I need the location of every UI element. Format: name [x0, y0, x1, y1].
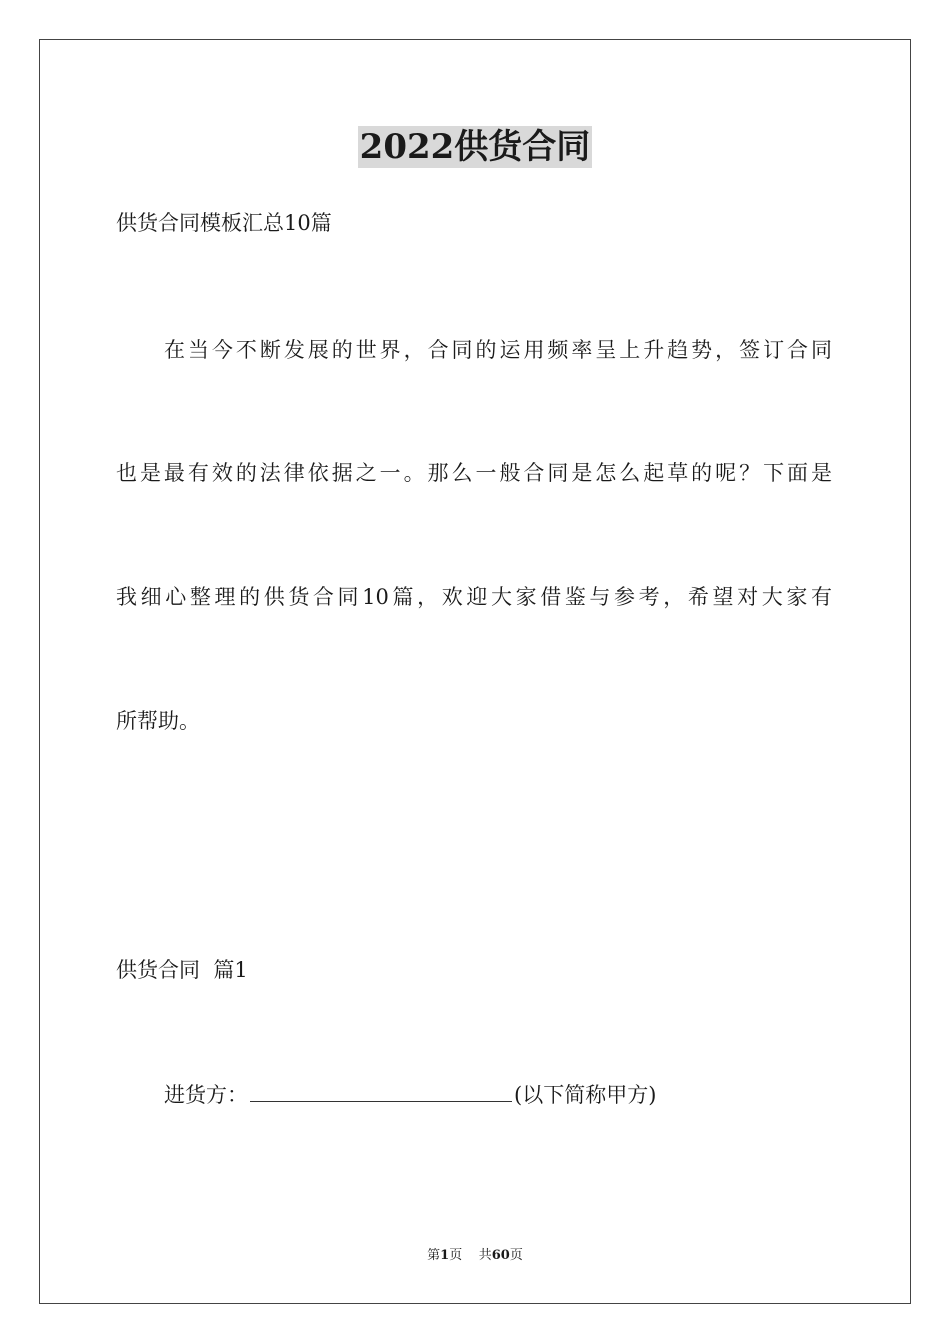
footer-total-pages: 60: [491, 1248, 510, 1263]
document-title: 2022供货合同: [359, 127, 591, 167]
intro-line-2: 也是最有效的法律依据之一。那么一般合同是怎么起草的呢？下面是: [116, 461, 832, 485]
intro-line-3: 我细心整理的供货合同10篇，欢迎大家借鉴与参考，希望对大家有: [116, 585, 832, 609]
document-subtitle: 供货合同模板汇总10篇: [116, 211, 332, 235]
buyer-label: 进货方：: [164, 1083, 248, 1107]
intro-line-1: 在当今不断发展的世界，合同的运用频率呈上升趋势，签订合同: [164, 338, 832, 362]
intro-line-4: 所帮助。: [116, 709, 200, 733]
buyer-blank-field: [250, 1081, 512, 1102]
title-container: [0, 126, 950, 168]
buyer-line: [164, 1080, 656, 1110]
section-heading: 供货合同 篇1: [116, 958, 248, 982]
footer-page-number: 1: [440, 1248, 450, 1263]
buyer-suffix: (以下简称甲方): [514, 1083, 657, 1107]
page-footer: [0, 1247, 950, 1265]
footer-page-mid: 页 共: [449, 1248, 492, 1263]
footer-page-suffix: 页: [509, 1248, 523, 1263]
footer-page-prefix: 第: [427, 1248, 441, 1263]
